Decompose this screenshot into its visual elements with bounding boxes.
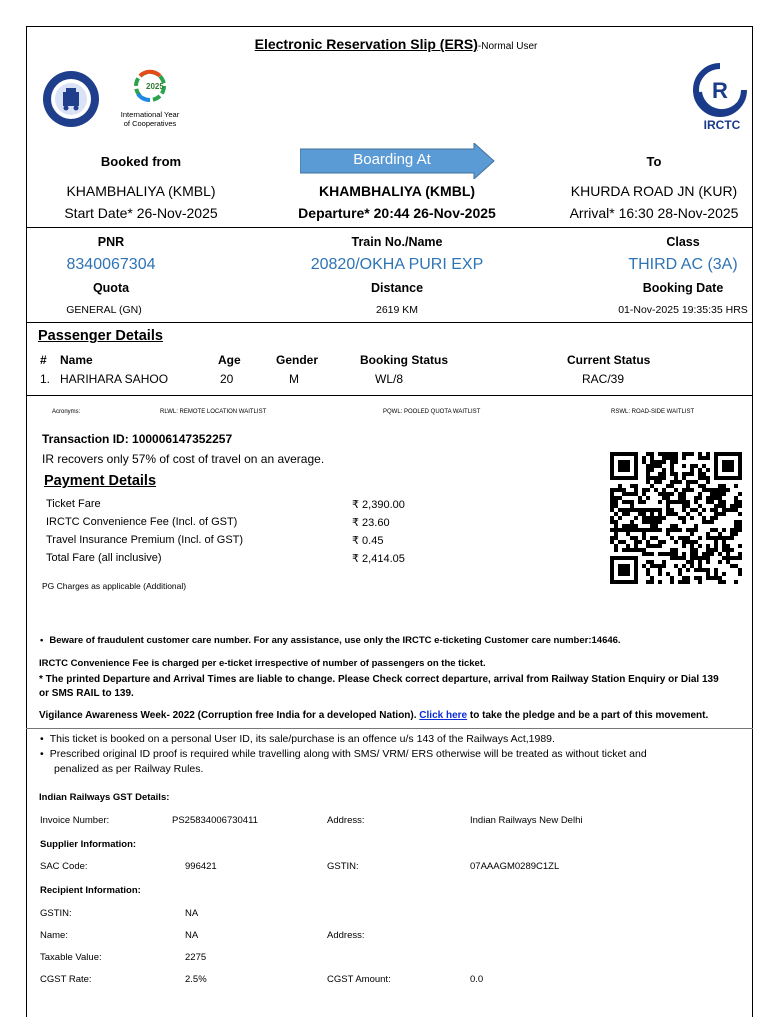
recipient-name-value: NA <box>185 930 199 941</box>
address-value: Indian Railways New Delhi <box>470 815 583 826</box>
coop-year: 2025 <box>146 82 164 91</box>
insurance-label: Travel Insurance Premium (Incl. of GST) <box>46 534 244 546</box>
fraud-notice <box>40 635 621 646</box>
irctc-logo-text: IRCTC <box>703 118 741 132</box>
conv-fee-label: IRCTC Convenience Fee (Incl. of GST) <box>46 516 238 528</box>
invoice-value: PS25834006730411 <box>172 815 258 826</box>
conv-fee-amount: ₹ 23.60 <box>352 517 390 529</box>
acronym-rswl: RSWL: ROAD-SIDE WAITLIST <box>611 409 695 415</box>
recipient-name-label: Name: <box>40 930 68 941</box>
supplier-heading: Supplier Information: <box>40 839 137 850</box>
pledge-link[interactable]: Click here <box>419 710 468 721</box>
bullet-icon: • <box>40 635 44 646</box>
recipient-gstin-label: GSTIN: <box>40 908 72 919</box>
col-num: # <box>40 353 47 367</box>
col-booking-status: Booking Status <box>360 353 449 367</box>
booking-date-label: Booking Date <box>642 281 724 295</box>
start-date: Start Date* 26-Nov-2025 <box>64 205 218 221</box>
distance-label: Distance <box>370 281 424 295</box>
arrival-time: Arrival* 16:30 28-Nov-2025 <box>569 205 739 221</box>
quota-value: GENERAL (GN) <box>66 304 142 316</box>
divider <box>26 395 753 396</box>
gstin-value: 07AAAGM0289C1ZL <box>470 861 560 872</box>
fraud-text: Beware of fraudulent customer care number. For any assistance, use only the IRCTC e-ticketing Customer care number:14646. <box>49 635 621 646</box>
total-fare-label: Total Fare (all inclusive) <box>46 552 162 564</box>
sac-value: 996421 <box>185 861 217 872</box>
vigilance-text: Vigilance Awareness Week- 2022 (Corruption free India for a developed Nation). <box>39 710 417 721</box>
class-label: Class <box>666 235 700 249</box>
vigilance-tail: to take the pledge and be a part of this movement. <box>469 710 709 721</box>
col-gender: Gender <box>276 353 319 367</box>
bullet-icon: • <box>40 733 44 745</box>
irctc-logo <box>690 62 750 134</box>
cgst-amount-label: CGST Amount: <box>327 974 391 985</box>
ers-title-suffix: -Normal User <box>477 41 538 52</box>
taxable-value: 2275 <box>185 952 207 963</box>
transaction-id: Transaction ID: 100006147352257 <box>42 432 233 446</box>
col-current-status: Current Status <box>567 353 651 367</box>
cgst-amount-value: 0.0 <box>470 974 484 985</box>
acronym-rlwl: RLWL: REMOTE LOCATION WAITLIST <box>160 409 267 415</box>
passenger-gender: M <box>289 372 299 386</box>
passenger-name: HARIHARA SAHOO <box>60 372 169 386</box>
pnr-label: PNR <box>97 235 125 249</box>
acronyms-label: Acronyms: <box>52 409 81 415</box>
departure-time: Departure* 20:44 26-Nov-2025 <box>298 205 496 221</box>
col-name: Name <box>60 353 93 367</box>
recipient-gstin-value: NA <box>185 908 199 919</box>
booked-from-label: Booked from <box>100 154 182 169</box>
coop-line1: International Year <box>120 110 180 119</box>
address-label: Address: <box>327 815 365 826</box>
divider <box>26 227 753 228</box>
cgst-rate-label: CGST Rate: <box>40 974 92 985</box>
total-fare-amount: ₹ 2,414.05 <box>352 553 405 565</box>
to-label: To <box>646 154 662 169</box>
ticket-fare-label: Ticket Fare <box>46 498 101 510</box>
train-value: 20820/OKHA PURI EXP <box>310 256 484 273</box>
divider <box>26 728 753 729</box>
class-value: THIRD AC (3A) <box>628 256 738 273</box>
svg-text:R: R <box>712 78 728 103</box>
boarding-label: Boarding At <box>353 151 431 168</box>
train-label: Train No./Name <box>351 235 443 249</box>
times-notice-1: * The printed Departure and Arrival Times are liable to change. Please Check correct departure, arrival from Railway Station Enquiry or Dial 139 <box>39 674 719 685</box>
quota-label: Quota <box>92 281 130 295</box>
boarding-arrow <box>300 143 495 179</box>
passenger-booking-status: WL/8 <box>375 372 404 386</box>
coop-line2: of Cooperatives <box>123 119 177 128</box>
recipient-address-label: Address: <box>327 930 365 941</box>
from-station: KHAMBHALIYA (KMBL) <box>66 183 216 199</box>
gst-heading: Indian Railways GST Details: <box>39 792 170 803</box>
taxable-label: Taxable Value: <box>40 952 102 963</box>
passenger-heading: Passenger Details <box>38 328 163 344</box>
ers-title-row <box>255 36 538 52</box>
booking-date-value: 01-Nov-2025 19:35:35 HRS <box>618 304 748 316</box>
passenger-age: 20 <box>220 372 234 386</box>
pnr-value: 8340067304 <box>66 256 156 273</box>
acronym-pqwl: PQWL: POOLED QUOTA WAITLIST <box>383 409 481 415</box>
to-station: KHURDA ROAD JN (KUR) <box>570 183 738 199</box>
cgst-rate-value: 2.5% <box>185 974 207 985</box>
passenger-num: 1. <box>40 372 51 386</box>
ers-title: Electronic Reservation Slip (ERS) <box>254 36 478 52</box>
gstin-label: GSTIN: <box>327 861 359 872</box>
recovery-note: IR recovers only 57% of cost of travel on an average. <box>42 452 325 466</box>
bullet1-text: This ticket is booked on a personal User ID, its sale/purchase is an offence u/s 143 of the Railways Act,1989. <box>49 733 555 745</box>
pg-note: PG Charges as applicable (Additional) <box>42 581 187 591</box>
col-age: Age <box>218 353 241 367</box>
passenger-current-status: RAC/39 <box>582 372 625 386</box>
vigilance-notice <box>39 710 708 721</box>
bullet2-text: Prescribed original ID proof is required while travelling along with SMS/ VRM/ ERS otherwise will be treated as without ticket and <box>49 748 647 760</box>
bullet-icon: • <box>40 748 44 760</box>
bullet-personal-id <box>40 733 555 745</box>
bullet-id-proof <box>40 748 647 760</box>
bullet-id-proof-cont: penalized as per Railway Rules. <box>54 763 204 775</box>
qr-code <box>610 448 742 586</box>
divider <box>26 322 753 323</box>
distance-value: 2619 KM <box>375 304 419 316</box>
ticket-fare-amount: ₹ 2,390.00 <box>352 499 405 511</box>
insurance-amount: ₹ 0.45 <box>352 535 384 547</box>
recipient-heading: Recipient Information: <box>40 885 141 896</box>
indian-railways-logo <box>42 70 100 128</box>
times-notice-2: or SMS RAIL to 139. <box>39 688 134 699</box>
coop-year-logo <box>110 66 190 130</box>
conv-fee-notice: IRCTC Convenience Fee is charged per e-ticket irrespective of number of passengers on the ticket. <box>39 658 486 669</box>
boarding-station: KHAMBHALIYA (KMBL) <box>318 183 476 199</box>
sac-label: SAC Code: <box>40 861 88 872</box>
invoice-label: Invoice Number: <box>40 815 110 826</box>
payment-heading: Payment Details <box>44 473 157 489</box>
